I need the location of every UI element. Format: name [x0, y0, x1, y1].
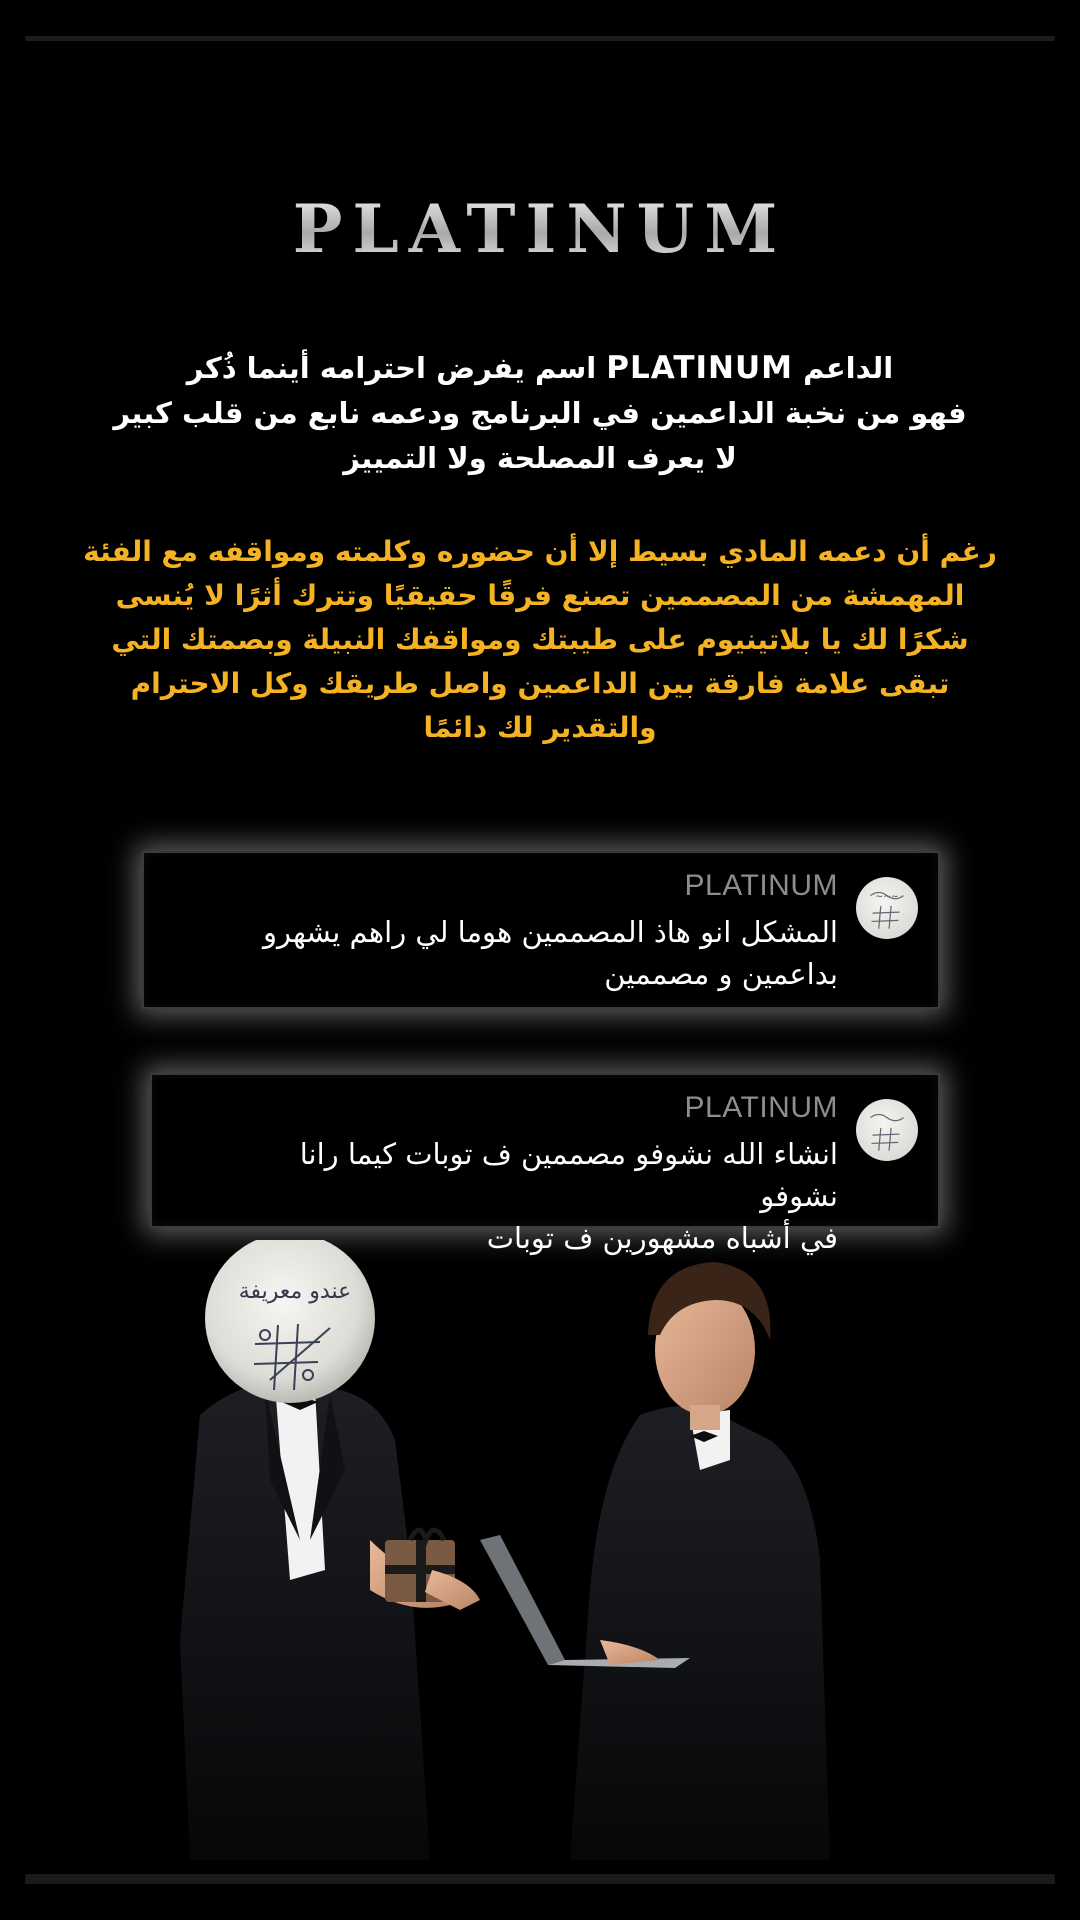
svg-text:~~~: ﻿~~~: [875, 891, 899, 903]
comment-line: انشاء الله نشوفو مصممين ف توبات كيما رانا نشوفو: [299, 1137, 838, 1213]
tribute-line: والتقدير لك دائمًا: [423, 711, 657, 744]
intro-line-3: لا يعرف المصلحة ولا التمييز: [343, 441, 737, 475]
gift-exchange-illustration: [170, 1240, 890, 1860]
comment-text: [218, 911, 838, 995]
comment-username[interactable]: PLATINUM: [684, 869, 838, 902]
intro-brand-name: PLATINUM: [606, 350, 794, 386]
comment-line: المشكل انو هاذ المصممين هوما لي راهم يشهرو: [263, 915, 838, 949]
avatar-sketch-icon: [856, 1099, 918, 1161]
comment-card: [142, 851, 940, 1009]
comment-username[interactable]: PLATINUM: [684, 1091, 838, 1124]
bottom-bar: [25, 1874, 1055, 1884]
left-man-figure: [180, 1240, 480, 1860]
story-progress-bar: [25, 36, 1055, 41]
tribute-line: رغم أن دعمه المادي بسيط إلا أن حضوره وكلمته ومواقفه مع الفئة: [83, 535, 997, 568]
tribute-line: تبقى علامة فارقة بين الداعمين واصل طريقك وكل الاحترام: [130, 667, 950, 700]
tribute-paragraph: [60, 530, 1020, 750]
intro-line-2: فهو من نخبة الداعمين في البرنامج ودعمه نابع من قلب كبير: [113, 396, 967, 430]
mask-handwriting: عندو معريفة: [238, 1279, 352, 1304]
comment-line: في أشباه مشهورين ف توبات: [486, 1221, 838, 1255]
intro-paragraph: [70, 346, 1010, 481]
comment-card: [150, 1073, 940, 1255]
avatar-sketch-icon: [856, 877, 918, 939]
intro-suffix: اسم يفرض احترامه أينما ذُكر: [186, 351, 597, 385]
brand-title: PLATINUM: [0, 190, 1080, 268]
right-man-figure: [480, 1262, 830, 1860]
avatar[interactable]: [856, 877, 918, 939]
tribute-line: شكرًا لك يا بلاتينيوم على طيبتك ومواقفك النبيلة وبصمتك التي: [111, 623, 969, 656]
intro-line-1: [70, 346, 1010, 391]
tribute-line: المهمشة من المصممين تصنع فرقًا حقيقيًا وتترك أثرًا لا يُنسى: [115, 579, 965, 612]
comment-line: بداعمين و مصممين: [604, 957, 838, 991]
intro-prefix: الداعم: [803, 351, 894, 385]
avatar[interactable]: [856, 1099, 918, 1161]
